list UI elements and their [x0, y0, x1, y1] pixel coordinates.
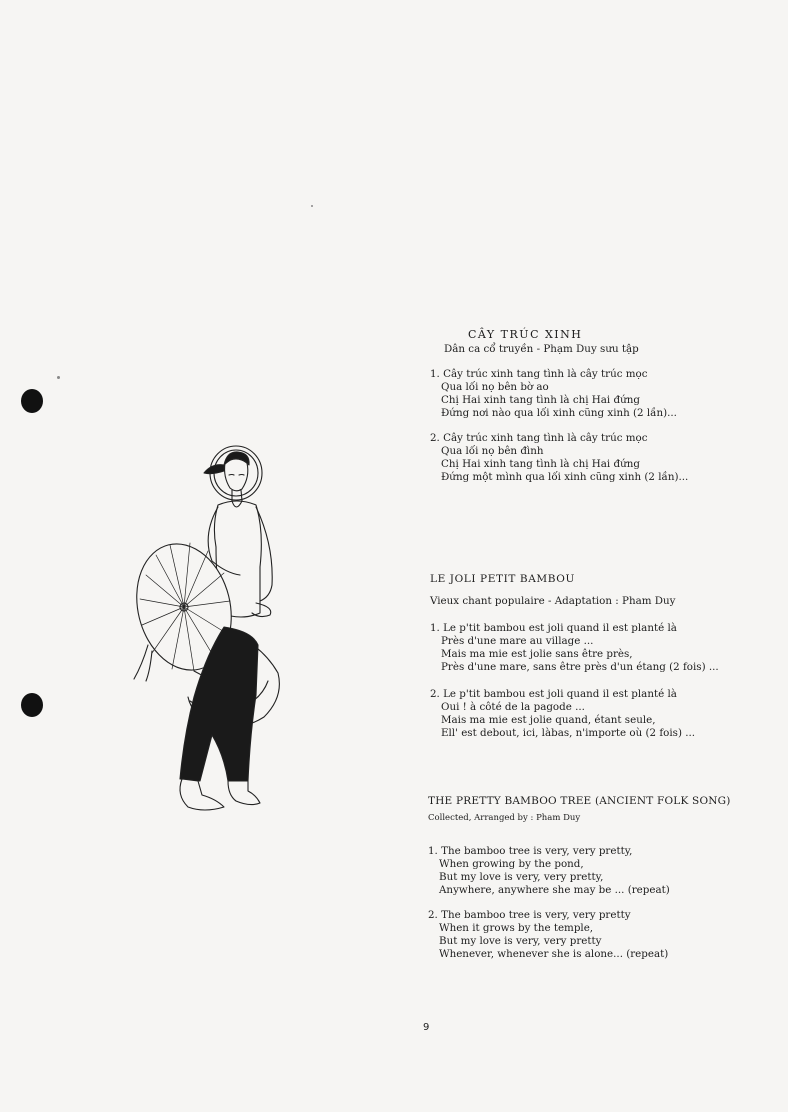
verse-line: Đứng nơi nào qua lối xinh cũng xinh (2 lần)... — [441, 407, 677, 419]
verse — [430, 432, 688, 484]
verse-line: 2. Cây trúc xinh tang tình là cây trúc mọc — [430, 432, 648, 444]
verse — [430, 622, 719, 674]
verse-line: When it grows by the temple, — [439, 922, 594, 934]
verse-line: Whenever, whenever she is alone... (repeat) — [439, 948, 669, 960]
illustration-girl-with-hat — [132, 435, 302, 835]
song-title: CÂY TRÚC XINH — [468, 328, 583, 341]
song-subtitle: Dân ca cổ truyền - Phạm Duy sưu tập — [444, 343, 639, 355]
vietnamese-song — [430, 328, 688, 484]
verse-line: Chị Hai xinh tang tình là chị Hai đứng — [441, 394, 640, 406]
verse-line: 1. Cây trúc xinh tang tình là cây trúc mọc — [430, 368, 648, 380]
song-title: THE PRETTY BAMBOO TREE (ANCIENT FOLK SONG) — [428, 795, 731, 807]
french-song — [430, 573, 719, 740]
verse-line: But my love is very, very pretty — [439, 935, 602, 947]
verse-line: 2. Le p'tit bambou est joli quand il est planté là — [430, 688, 677, 700]
song-title: LE JOLI PETIT BAMBOU — [430, 573, 575, 585]
verse-line: Đứng một mình qua lối xinh cũng xinh (2 lần)... — [441, 471, 689, 483]
verse-line: Qua lối nọ bên đình — [441, 445, 544, 457]
verse-line: 1. Le p'tit bambou est joli quand il est planté là — [430, 622, 677, 634]
verse-line: Anywhere, anywhere she may be ... (repeat) — [439, 884, 670, 896]
verse-line: But my love is very, very pretty, — [439, 871, 604, 883]
verse-line: Mais ma mie est jolie quand, étant seule, — [441, 714, 656, 726]
paper-speck — [311, 205, 313, 207]
verse-line: Ell' est debout, ici, làbas, n'importe où (2 fois) ... — [441, 727, 696, 739]
verse-line: 1. The bamboo tree is very, very pretty, — [428, 845, 633, 857]
verse-line: When growing by the pond, — [439, 858, 584, 870]
verse — [428, 909, 731, 961]
verse-line: 2. The bamboo tree is very, very pretty — [428, 909, 631, 921]
verse-line: Qua lối nọ bên bờ ao — [441, 381, 549, 393]
song-subtitle: Vieux chant populaire - Adaptation : Pham Duy — [430, 595, 676, 607]
binder-hole-bottom — [21, 693, 43, 717]
song-subtitle: Collected, Arranged by : Pham Duy — [428, 813, 581, 823]
verse-line: Oui ! à côté de la pagode ... — [441, 701, 585, 713]
verse-line: Mais ma mie est jolie sans être près, — [441, 648, 633, 660]
english-song — [428, 795, 731, 961]
verse — [430, 368, 688, 420]
page-number: 9 — [423, 1022, 430, 1033]
verse-line: Près d'une mare, sans être près d'un étang (2 fois) ... — [441, 661, 719, 673]
verse — [428, 845, 731, 897]
binder-hole-top — [21, 389, 43, 413]
paper-speck — [57, 376, 60, 379]
verse-line: Chị Hai xinh tang tình là chị Hai đứng — [441, 458, 640, 470]
verse-line: Près d'une mare au village ... — [441, 635, 594, 647]
verse — [430, 688, 719, 740]
